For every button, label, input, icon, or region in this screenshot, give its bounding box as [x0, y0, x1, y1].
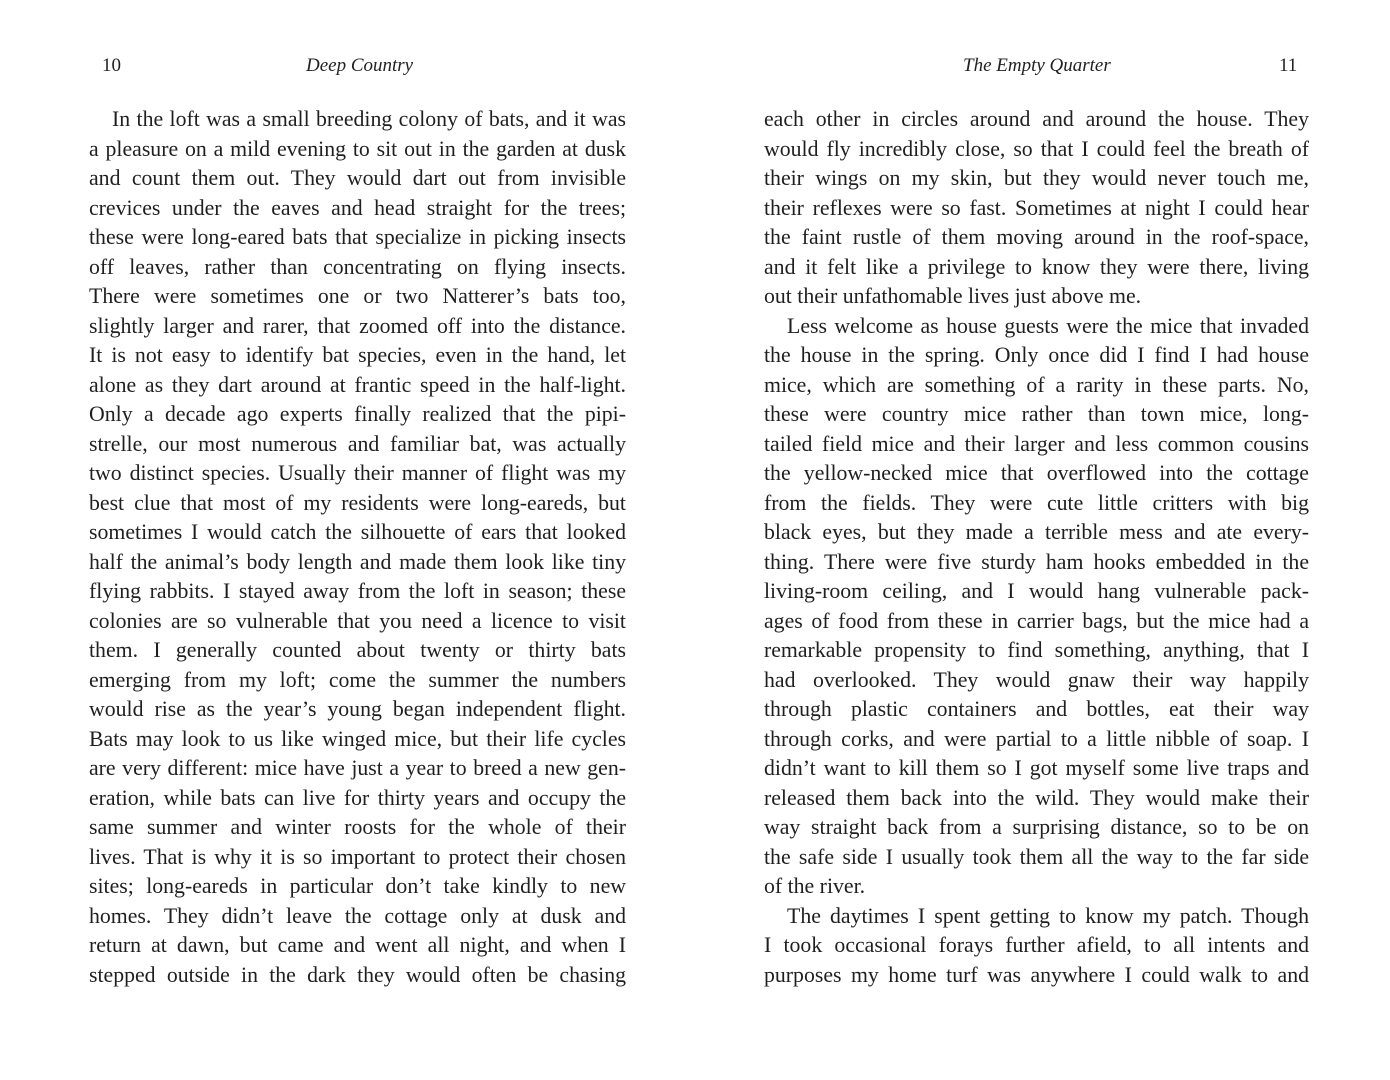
text-line: these were country mice rather than town mice, long-: [764, 402, 1309, 426]
body-text: [764, 105, 1309, 990]
text-line: remarkable propensity to find something, anything, that I: [764, 638, 1309, 662]
text-line: through plastic containers and bottles, eat their way: [764, 697, 1309, 721]
text-line: are very different: mice have just a year to breed a new gen-: [89, 756, 626, 780]
text-line: half the animal’s body length and made them look like tiny: [89, 549, 626, 574]
text-line: slightly larger and rarer, that zoomed off into the distance.: [89, 313, 626, 338]
text-line: each other in circles around and around the house. They: [764, 107, 1309, 131]
text-line: and count them out. They would dart out from invisible: [89, 166, 626, 190]
text-line: didn’t want to kill them so I got myself some live traps and: [764, 756, 1309, 780]
text-line: and it felt like a privilege to know they were there, living: [764, 254, 1309, 279]
text-line: Bats may look to us like winged mice, but their life cycles: [89, 726, 626, 751]
text-line: alone as they dart around at frantic speed in the half-light.: [89, 372, 626, 397]
text-line: There were sometimes one or two Natterer’s bats too,: [89, 284, 626, 308]
text-line: crevices under the eaves and head straight for the trees;: [89, 195, 626, 220]
text-line: out their unfathomable lives just above me.: [764, 284, 1142, 308]
running-head: Deep Country: [306, 55, 414, 76]
text-line: way straight back from a surprising distance, so to be on: [764, 815, 1309, 839]
text-line: best clue that most of my residents were long-eareds, but: [89, 490, 626, 515]
text-line: the faint rustle of them moving around in the roof-space,: [764, 225, 1309, 249]
text-line: them. I generally counted about twenty or thirty bats: [89, 638, 626, 662]
text-line: living-room ceiling, and I would hang vulnerable pack-: [764, 579, 1309, 603]
text-line: Only a decade ago experts finally realized that the pipi-: [89, 402, 626, 426]
text-line: from the fields. They were cute little critters with big: [764, 490, 1309, 515]
text-line: stepped outside in the dark they would often be chasing: [89, 962, 626, 987]
text-line: tailed field mice and their larger and less common cousins: [764, 431, 1309, 456]
text-line: The daytimes I spent getting to know my patch. Though: [787, 903, 1309, 928]
running-head: The Empty Quarter: [963, 55, 1111, 76]
page-number: 10: [102, 55, 121, 76]
text-line: a pleasure on a mild evening to sit out in the garden at dusk: [89, 136, 626, 161]
text-line: would rise as the year’s young began independent flight.: [89, 697, 626, 721]
text-line: of the river.: [764, 874, 866, 898]
text-line: purposes my home turf was anywhere I could walk to and: [764, 962, 1309, 987]
text-line: their wings on my skin, but they would never touch me,: [764, 166, 1309, 190]
text-line: In the loft was a small breeding colony of bats, and it was: [112, 107, 626, 131]
text-line: I took occasional forays further afield, to all intents and: [764, 933, 1309, 957]
text-line: their reflexes were so fast. Sometimes at night I could hear: [764, 195, 1309, 220]
text-line: these were long-eared bats that specialize in picking insects: [89, 225, 626, 249]
text-line: Less welcome as house guests were the mice that invaded: [787, 313, 1309, 338]
text-line: It is not easy to identify bat species, even in the hand, let: [89, 343, 626, 367]
text-line: flying rabbits. I stayed away from the loft in season; these: [89, 579, 626, 603]
text-line: the house in the spring. Only once did I find I had house: [764, 343, 1309, 367]
text-line: released them back into the wild. They would make their: [764, 785, 1309, 810]
text-line: would fly incredibly close, so that I could feel the breath of: [764, 136, 1309, 161]
text-line: through corks, and were partial to a little nibble of soap. I: [764, 726, 1309, 751]
text-line: same summer and winter roosts for the whole of their: [89, 815, 626, 839]
text-line: ages of food from these in carrier bags, but the mice had a: [764, 608, 1309, 633]
text-line: black eyes, but they made a terrible mess and ate every-: [764, 520, 1309, 544]
right-page: [695, 0, 1390, 1080]
text-line: the yellow-necked mice that overflowed into the cottage: [764, 461, 1309, 485]
text-line: off leaves, rather than concentrating on flying insects.: [89, 254, 626, 279]
text-line: strelle, our most numerous and familiar bat, was actually: [89, 431, 626, 456]
text-line: sometimes I would catch the silhouette of ears that looked: [89, 520, 626, 544]
text-line: eration, while bats can live for thirty years and occupy the: [89, 785, 626, 810]
body-text: [89, 105, 626, 990]
page-number: 11: [1279, 55, 1298, 76]
text-line: homes. They didn’t leave the cottage only at dusk and: [89, 903, 626, 928]
text-line: colonies are so vulnerable that you need a licence to visit: [89, 608, 626, 633]
text-line: lives. That is why it is so important to protect their chosen: [89, 844, 626, 869]
text-line: sites; long-eareds in particular don’t take kindly to new: [89, 874, 626, 898]
text-line: mice, which are something of a rarity in these parts. No,: [764, 372, 1309, 397]
text-line: the safe side I usually took them all the way to the far side: [764, 844, 1309, 869]
text-line: two distinct species. Usually their manner of flight was my: [89, 461, 626, 485]
text-line: thing. There were five sturdy ham hooks embedded in the: [764, 549, 1309, 574]
text-line: return at dawn, but came and went all night, and when I: [89, 933, 626, 957]
text-line: had overlooked. They would gnaw their way happily: [764, 667, 1309, 692]
text-line: emerging from my loft; come the summer the numbers: [89, 667, 626, 692]
